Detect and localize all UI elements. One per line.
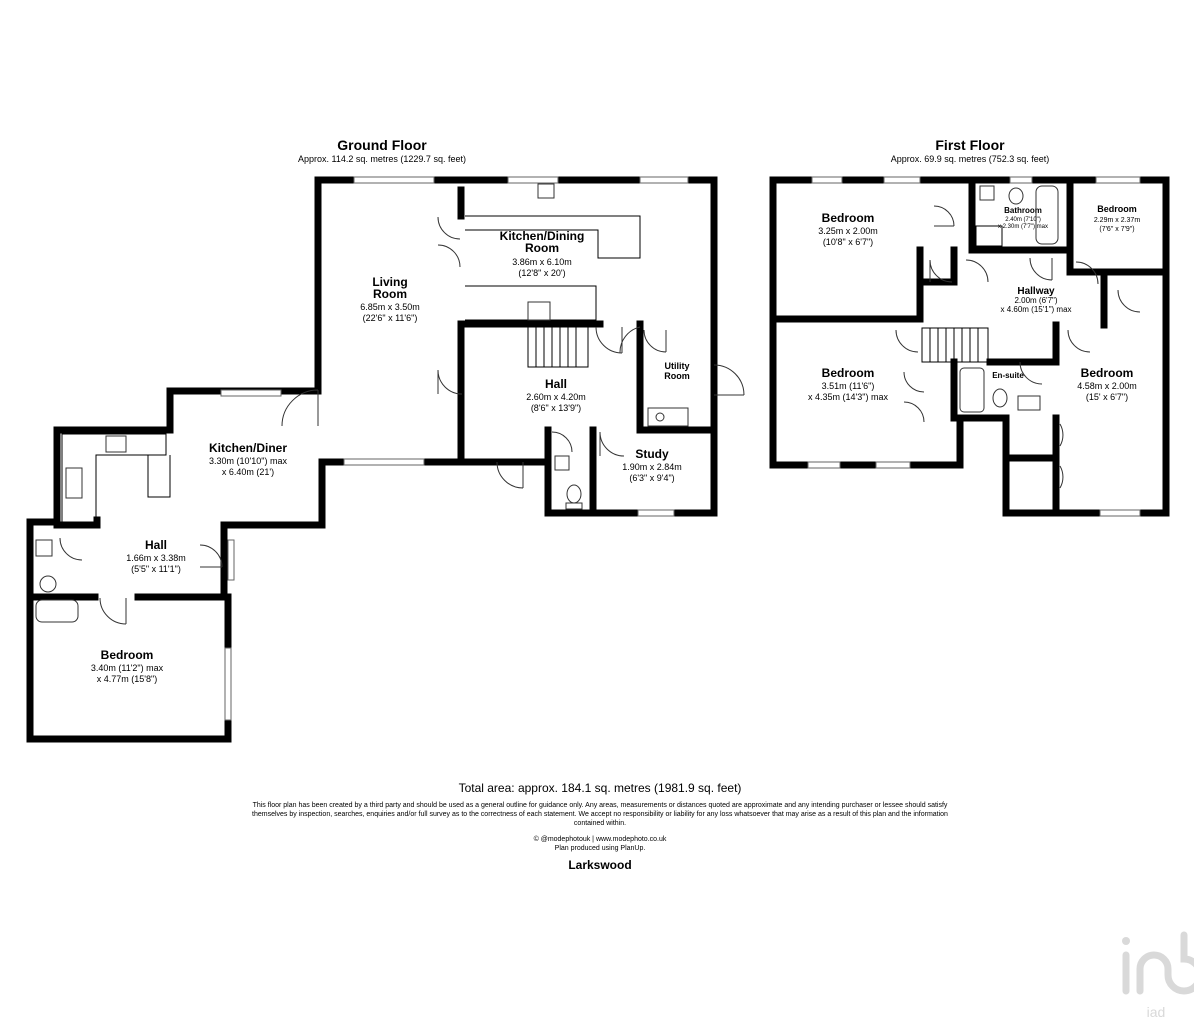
room-name: Bathroom <box>1004 206 1042 215</box>
credit-line: Plan produced using PlanUp. <box>554 845 646 852</box>
first-floor-area: Approx. 69.9 sq. metres (752.3 sq. feet) <box>890 154 1050 164</box>
credit-line: © @modephotouk | www.modephoto.co.uk <box>533 836 667 843</box>
room-name: Study <box>635 447 669 461</box>
room-dimensions: x 2.30m (7'7") max <box>998 224 1048 230</box>
room-dimensions: 1.66m x 3.38m <box>126 553 186 563</box>
room-dimensions: 2.40m (7'10") <box>1005 217 1041 223</box>
room-dimensions: (7'6" x 7'9") <box>1099 226 1135 233</box>
total-area: Total area: approx. 184.1 sq. metres (1981.9 sq. feet) <box>458 781 742 795</box>
room-dimensions: (22'6" x 11'6") <box>362 313 418 323</box>
iad-logo-icon <box>1118 925 1194 1025</box>
room-name: Bedroom <box>821 211 875 225</box>
room-name: Kitchen/Diner <box>208 441 288 455</box>
ground-floor-area: Approx. 114.2 sq. metres (1229.7 sq. feet) <box>298 154 466 164</box>
room-dimensions: (8'6" x 13'9") <box>530 403 582 413</box>
logo-label: iad <box>1146 1004 1166 1020</box>
room-name: Hall <box>144 538 168 552</box>
room-dimensions: (6'3" x 9'4") <box>629 473 675 483</box>
disclaimer-line: themselves by inspection, searches, enquiries and/or full survey as to the correctness of each statement. We accept no responsibility or liability for any loss whatsoever that may arise as a result of this plan and the information <box>252 811 948 818</box>
disclaimer-line: contained within. <box>573 820 627 827</box>
room-dimensions: x 4.60m (15'1") max <box>1000 305 1072 314</box>
room-name: Kitchen/Dining <box>499 229 585 243</box>
room-name: Living <box>372 275 408 289</box>
room-dimensions: 6.85m x 3.50m <box>360 302 420 312</box>
room-dimensions: 2.00m (6'7") <box>1014 296 1058 305</box>
room-labels <box>91 204 1140 684</box>
room-dimensions: x 6.40m (21') <box>221 467 275 477</box>
room-name: Hallway <box>1017 286 1055 297</box>
room-dimensions: (12'8" x 20') <box>518 268 566 278</box>
first-floor-title: First Floor <box>935 137 1005 153</box>
first-floor-stairs <box>922 328 988 362</box>
room-dimensions: x 4.77m (15'8") <box>96 674 158 684</box>
credits <box>200 835 1000 853</box>
room-name: Bedroom <box>1080 366 1134 380</box>
room-dimensions: (15' x 6'7") <box>1085 392 1129 402</box>
room-dimensions: (5'5" x 11'1") <box>131 564 181 574</box>
room-dimensions: 3.30m (10'10") max <box>209 456 287 466</box>
room-name: Room <box>525 241 559 255</box>
room-name: Hall <box>544 377 568 391</box>
disclaimer-line: This floor plan has been created by a third party and should be used as a general outline for guidance only. Any areas, measurements or distances quoted are approximate and any intending purchaser or lessee should satisfy <box>252 802 948 809</box>
room-name: En-suite <box>992 371 1024 380</box>
property-name: Larkswood <box>568 858 632 872</box>
room-dimensions: x 4.35m (14'3") max <box>808 392 888 402</box>
room-dimensions: 3.51m (11'6") <box>821 381 875 391</box>
room-dimensions: 3.40m (11'2") max <box>90 663 164 673</box>
room-dimensions: 2.60m x 4.20m <box>526 392 586 402</box>
room-name: Room <box>373 287 407 301</box>
room-dimensions: 4.58m x 2.00m <box>1077 381 1137 391</box>
disclaimer <box>200 801 1000 828</box>
room-name: Bedroom <box>100 648 154 662</box>
room-dimensions: (10'8" x 6'7") <box>822 237 874 247</box>
room-name: Utility <box>664 361 690 371</box>
room-name: Room <box>664 371 690 381</box>
room-name: Bedroom <box>821 366 875 380</box>
room-name: Bedroom <box>1097 204 1137 214</box>
room-dimensions: 3.86m x 6.10m <box>512 257 572 267</box>
room-dimensions: 1.90m x 2.84m <box>622 462 682 472</box>
ground-floor-stairs <box>528 327 588 367</box>
room-dimensions: 2.29m x 2.37m <box>1093 217 1141 224</box>
ground-floor-title: Ground Floor <box>337 137 427 153</box>
room-dimensions: 3.25m x 2.00m <box>818 226 878 236</box>
